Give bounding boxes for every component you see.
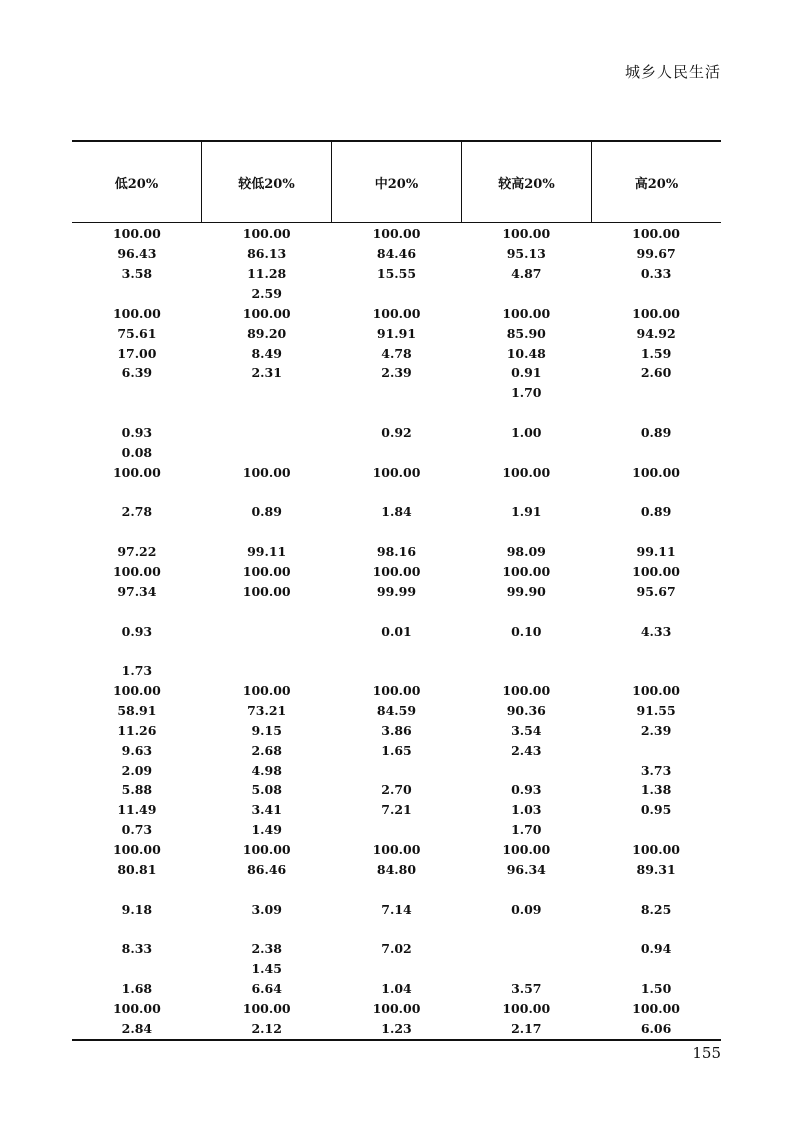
table-row — [72, 661, 721, 681]
table-cell: 100.00 — [242, 564, 291, 580]
table-cell: 0.73 — [121, 822, 153, 838]
table-cell: 5.88 — [121, 782, 153, 798]
table-cell: 9.18 — [121, 901, 153, 917]
table-cell: 1.91 — [511, 504, 542, 520]
table-cell: 1.68 — [121, 981, 153, 997]
table-row — [72, 264, 721, 284]
table-cell: 99.90 — [506, 583, 546, 599]
table-cell: 84.59 — [376, 703, 417, 719]
table-row — [72, 462, 721, 482]
table-cell: 100.00 — [112, 464, 161, 480]
table-row — [72, 999, 721, 1019]
column-header-high: 高20% — [591, 142, 721, 222]
table-row — [72, 244, 721, 264]
table-row — [72, 323, 721, 343]
table-cell: 2.70 — [381, 782, 412, 798]
table-cell: 100.00 — [242, 683, 291, 699]
table-cell: 0.93 — [511, 782, 542, 798]
table-cell: 100.00 — [502, 1000, 551, 1016]
table-cell: 2.17 — [511, 1020, 542, 1036]
table-row — [72, 423, 721, 443]
table-cell: 1.04 — [381, 981, 412, 997]
table-cell: 6.39 — [121, 365, 153, 381]
table-row — [72, 562, 721, 582]
table-cell: 0.10 — [511, 623, 542, 639]
table-cell: 100.00 — [502, 305, 551, 321]
table-cell: 94.92 — [636, 325, 676, 341]
table-cell: 100.00 — [502, 464, 551, 480]
table-cell: 100.00 — [632, 564, 680, 580]
table-cell: 99.11 — [636, 544, 676, 560]
table-cell: 100.00 — [242, 305, 291, 321]
table-cell: 99.11 — [247, 544, 287, 560]
table-cell: 100.00 — [372, 464, 421, 480]
table-cell: 97.34 — [117, 583, 157, 599]
table-cell: 8.25 — [640, 901, 672, 917]
table-cell: 100.00 — [372, 226, 421, 242]
table-cell: 100.00 — [372, 305, 421, 321]
table-cell: 11.26 — [117, 722, 157, 738]
table-cell: 3.41 — [251, 802, 282, 818]
table-row — [72, 899, 721, 919]
table-cell: 0.92 — [381, 425, 412, 441]
table-cell: 100.00 — [112, 1000, 161, 1016]
table-cell: 100.00 — [632, 226, 680, 242]
table-cell: 0.09 — [511, 901, 542, 917]
table-cell: 100.00 — [632, 464, 680, 480]
table-row — [72, 601, 721, 621]
table-cell: 1.38 — [640, 782, 672, 798]
table-row — [72, 800, 721, 820]
table-cell: 86.46 — [247, 861, 287, 877]
table-cell: 98.09 — [506, 544, 546, 560]
table-cell: 100.00 — [112, 842, 161, 858]
table-cell: 1.65 — [381, 742, 412, 758]
column-header-upper-middle: 较高20% — [461, 142, 591, 222]
table-row — [72, 681, 721, 701]
table-cell: 3.54 — [511, 722, 542, 738]
table-row — [72, 542, 721, 562]
table-row — [72, 581, 721, 601]
table-cell: 0.91 — [511, 365, 542, 381]
table-cell: 0.01 — [381, 623, 412, 639]
table-cell: 3.73 — [640, 762, 672, 778]
table-cell: 10.48 — [506, 345, 546, 361]
column-header-lower-middle: 较低20% — [201, 142, 331, 222]
table-row — [72, 780, 721, 800]
running-head: 城乡人民生活 — [624, 63, 721, 81]
table-header-row — [72, 142, 721, 223]
table-row — [72, 879, 721, 899]
table-cell: 2.39 — [381, 365, 412, 381]
table-cell: 97.22 — [117, 544, 157, 560]
table-cell: 2.09 — [121, 762, 153, 778]
table-cell: 100.00 — [242, 1000, 291, 1016]
table-row — [72, 959, 721, 979]
table-cell: 1.23 — [381, 1020, 412, 1036]
table-cell: 0.33 — [640, 266, 672, 282]
table-cell: 2.12 — [251, 1020, 282, 1036]
table-cell: 8.33 — [121, 941, 153, 957]
table-cell: 73.21 — [247, 703, 287, 719]
table-cell: 100.00 — [242, 226, 291, 242]
table-cell: 4.33 — [640, 623, 672, 639]
data-table — [72, 140, 721, 1041]
table-row — [72, 720, 721, 740]
table-cell: 89.31 — [636, 861, 676, 877]
table-cell: 6.06 — [640, 1020, 672, 1036]
table-cell: 4.78 — [381, 345, 412, 361]
table-cell: 4.98 — [251, 762, 282, 778]
table-cell: 5.08 — [251, 782, 282, 798]
table-row — [72, 224, 721, 244]
table-cell: 9.15 — [251, 722, 282, 738]
table-cell: 1.59 — [640, 345, 672, 361]
table-cell: 100.00 — [372, 683, 421, 699]
table-cell: 91.55 — [636, 703, 676, 719]
table-row — [72, 383, 721, 403]
table-cell: 3.57 — [511, 981, 542, 997]
table-cell: 58.91 — [117, 703, 157, 719]
table-cell: 0.89 — [640, 425, 672, 441]
table-cell: 84.46 — [376, 246, 417, 262]
table-cell: 1.00 — [511, 425, 542, 441]
table-cell: 100.00 — [372, 842, 421, 858]
table-cell: 80.81 — [117, 861, 157, 877]
table-cell: 0.94 — [640, 941, 672, 957]
table-cell: 98.16 — [376, 544, 417, 560]
table-cell: 2.43 — [511, 742, 542, 758]
table-cell: 100.00 — [112, 305, 161, 321]
table-cell: 1.84 — [381, 504, 412, 520]
table-cell: 100.00 — [632, 683, 680, 699]
table-row — [72, 820, 721, 840]
table-cell: 9.63 — [121, 742, 153, 758]
table-cell: 100.00 — [632, 1000, 680, 1016]
table-cell: 2.31 — [251, 365, 282, 381]
table-cell: 2.84 — [121, 1020, 153, 1036]
table-row — [72, 1018, 721, 1038]
table-cell: 99.67 — [636, 246, 676, 262]
table-cell: 100.00 — [372, 564, 421, 580]
table-cell: 95.67 — [636, 583, 676, 599]
table-row — [72, 343, 721, 363]
table-cell: 3.86 — [381, 722, 412, 738]
table-cell: 100.00 — [242, 842, 291, 858]
table-row — [72, 621, 721, 641]
table-cell: 100.00 — [632, 305, 680, 321]
table-cell: 1.73 — [121, 663, 153, 679]
table-cell: 2.39 — [640, 722, 672, 738]
table-cell: 100.00 — [502, 564, 551, 580]
table-cell: 100.00 — [372, 1000, 421, 1016]
table-cell: 1.03 — [511, 802, 542, 818]
table-cell: 96.43 — [117, 246, 157, 262]
table-cell: 100.00 — [502, 226, 551, 242]
table-cell: 7.02 — [381, 941, 412, 957]
table-cell: 91.91 — [376, 325, 417, 341]
table-cell: 0.08 — [121, 444, 153, 460]
table-row — [72, 641, 721, 661]
table-cell: 100.00 — [112, 683, 161, 699]
table-row — [72, 363, 721, 383]
table-row — [72, 701, 721, 721]
table-row — [72, 740, 721, 760]
table-cell: 7.14 — [381, 901, 412, 917]
table-row — [72, 482, 721, 502]
table-cell: 99.99 — [376, 583, 417, 599]
table-cell: 17.00 — [117, 345, 157, 361]
table-cell: 0.93 — [121, 425, 153, 441]
table-cell: 8.49 — [251, 345, 282, 361]
table-cell: 1.70 — [511, 385, 542, 401]
table-cell: 4.87 — [511, 266, 542, 282]
table-row — [72, 284, 721, 304]
column-header-middle: 中20% — [331, 142, 461, 222]
table-row — [72, 502, 721, 522]
table-cell: 11.49 — [117, 802, 157, 818]
table-row — [72, 860, 721, 880]
table-cell: 86.13 — [247, 246, 287, 262]
table-cell: 11.28 — [247, 266, 287, 282]
table-body — [72, 223, 721, 1038]
table-cell: 84.80 — [376, 861, 417, 877]
table-cell: 0.89 — [251, 504, 282, 520]
table-row — [72, 979, 721, 999]
table-row — [72, 303, 721, 323]
table-cell: 100.00 — [632, 842, 680, 858]
table-cell: 100.00 — [502, 842, 551, 858]
table-cell: 0.93 — [121, 623, 153, 639]
table-cell: 1.45 — [251, 961, 282, 977]
table-cell: 85.90 — [506, 325, 546, 341]
table-row — [72, 840, 721, 860]
table-cell: 100.00 — [242, 464, 291, 480]
table-cell: 1.50 — [640, 981, 672, 997]
table-row — [72, 760, 721, 780]
table-cell: 3.09 — [251, 901, 282, 917]
table-cell: 0.89 — [640, 504, 672, 520]
table-cell: 100.00 — [242, 583, 291, 599]
table-row — [72, 522, 721, 542]
table-bottom-rule — [72, 1039, 721, 1041]
table-cell: 75.61 — [117, 325, 157, 341]
table-cell: 6.64 — [251, 981, 282, 997]
table-cell: 89.20 — [247, 325, 287, 341]
table-cell: 90.36 — [506, 703, 546, 719]
table-row — [72, 919, 721, 939]
table-cell: 15.55 — [376, 266, 417, 282]
table-row — [72, 403, 721, 423]
table-cell: 96.34 — [506, 861, 546, 877]
column-header-low: 低20% — [114, 176, 159, 192]
table-cell: 7.21 — [381, 802, 412, 818]
table-cell: 1.70 — [511, 822, 542, 838]
table-cell: 100.00 — [112, 564, 161, 580]
table-cell: 1.49 — [251, 822, 282, 838]
table-cell: 2.59 — [251, 286, 282, 301]
table-cell: 2.68 — [251, 742, 282, 758]
table-row — [72, 939, 721, 959]
page-number: 155 — [692, 1044, 721, 1062]
table-cell: 0.95 — [640, 802, 672, 818]
table-cell: 100.00 — [112, 226, 161, 242]
table-cell: 2.38 — [251, 941, 282, 957]
table-row — [72, 442, 721, 462]
table-cell: 2.60 — [640, 365, 672, 381]
table-cell: 3.58 — [121, 266, 153, 282]
table-cell: 2.78 — [121, 504, 153, 520]
table-cell: 100.00 — [502, 683, 551, 699]
table-cell: 95.13 — [506, 246, 546, 262]
